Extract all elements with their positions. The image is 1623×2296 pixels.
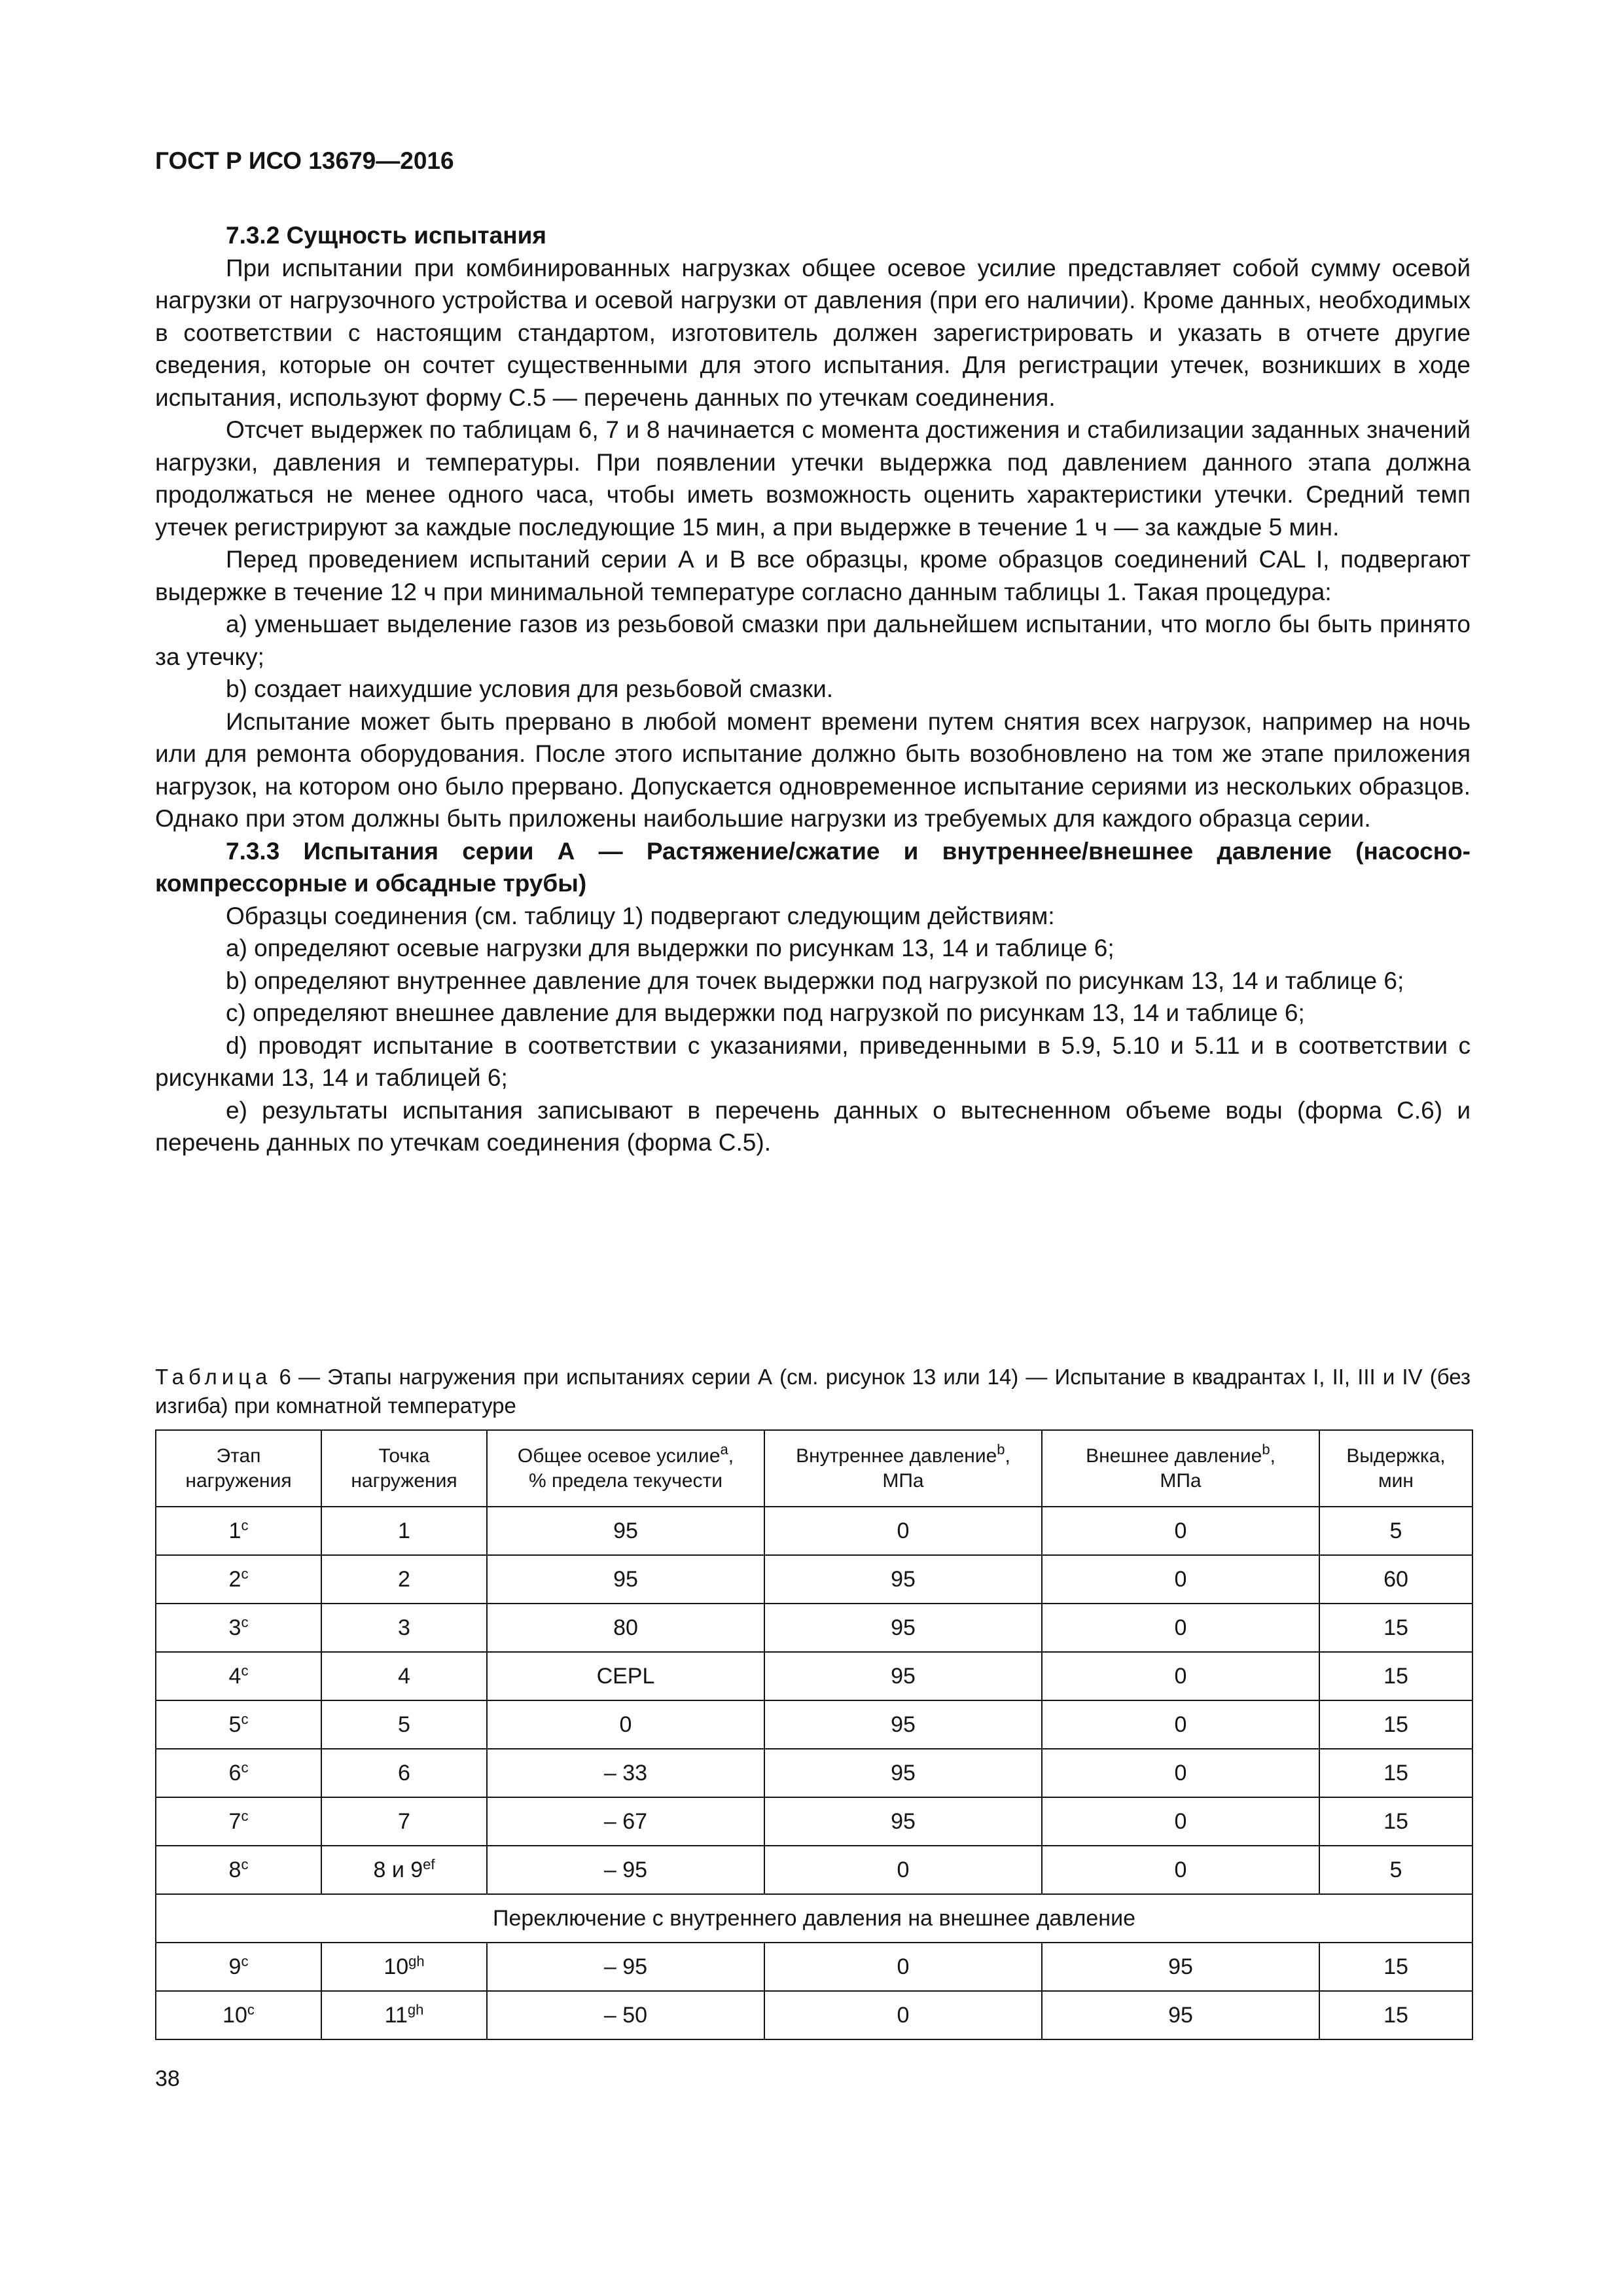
table-row xyxy=(156,1797,1472,1846)
column-header-external-pressure: Внешнее давление$^b$, МПа xyxy=(1042,1430,1319,1507)
list-item: a) определяют осевые нагрузки для выдержки по рисункам 13, 14 и таблице 6; xyxy=(226,935,1115,961)
cell-axial-force: – 67 xyxy=(487,1797,764,1846)
cell-external-pressure: 95 xyxy=(1042,1991,1319,2039)
cell-hold-time: 5 xyxy=(1319,1846,1472,1894)
table-row xyxy=(156,1749,1472,1797)
list-item: b) определяют внутреннее давление для точек выдержки под нагрузкой по рисункам 13, 14 и таблице 6; xyxy=(226,967,1404,994)
table-row xyxy=(156,1991,1472,2039)
cell-axial-force: – 95 xyxy=(487,1943,764,1991)
cell-point: $11^{gh}$ xyxy=(321,1991,487,2039)
cell-external-pressure: 0 xyxy=(1042,1555,1319,1604)
column-header-point: Точка нагружения xyxy=(321,1430,487,1507)
cell-axial-force: 95 xyxy=(487,1507,764,1555)
cell-stage: 3$^c$ xyxy=(156,1604,321,1652)
document-header: ГОСТ Р ИСО 13679—2016 xyxy=(155,147,454,174)
table-row xyxy=(156,1943,1472,1991)
cell-axial-force: 95 xyxy=(487,1555,764,1604)
cell-internal-pressure: 95 xyxy=(764,1652,1042,1700)
cell-axial-force: – 95 xyxy=(487,1846,764,1894)
cell-stage: 9$^c$ xyxy=(156,1943,321,1991)
cell-external-pressure: 95 xyxy=(1042,1943,1319,1991)
list-item: e) результаты испытания записывают в перечень данных о вытесненном объеме воды (форма С.6) и перечень данных по утечкам соединения (форма С.5). xyxy=(155,1096,1471,1156)
cell-external-pressure: 0 xyxy=(1042,1604,1319,1652)
column-header-stage: Этап нагружения xyxy=(156,1430,321,1507)
cell-hold-time: 5 xyxy=(1319,1507,1472,1555)
cell-point: 5 xyxy=(321,1700,487,1749)
table-6 xyxy=(155,1429,1473,2040)
cell-internal-pressure: 95 xyxy=(764,1604,1042,1652)
section-7-3-2-title: 7.3.2 Сущность испытания xyxy=(226,222,546,249)
column-header-internal-pressure: Внутреннее давление$^b$, МПа xyxy=(764,1430,1042,1507)
page-number: 38 xyxy=(155,2066,180,2091)
table-row xyxy=(156,1846,1472,1894)
cell-point: 3 xyxy=(321,1604,487,1652)
list-item: d) проводят испытание в соответствии с указаниями, приведенными в 5.9, 5.10 и 5.11 и в соответствии с рисунками 13, 14 и таблицей 6; xyxy=(155,1031,1471,1091)
cell-external-pressure: 0 xyxy=(1042,1846,1319,1894)
cell-internal-pressure: 95 xyxy=(764,1555,1042,1604)
cell-hold-time: 15 xyxy=(1319,1604,1472,1652)
cell-stage: 2$^c$ xyxy=(156,1555,321,1604)
cell-point: 6 xyxy=(321,1749,487,1797)
cell-internal-pressure: 95 xyxy=(764,1749,1042,1797)
cell-internal-pressure: 0 xyxy=(764,1943,1042,1991)
switch-note: Переключение с внутреннего давления на внешнее давление xyxy=(156,1894,1472,1943)
cell-axial-force: – 50 xyxy=(487,1991,764,2039)
cell-internal-pressure: 0 xyxy=(764,1991,1042,2039)
body-text xyxy=(155,219,1471,1159)
column-header-axial-force: Общее осевое усилие$^a$, % предела текучести xyxy=(487,1430,764,1507)
cell-internal-pressure: 95 xyxy=(764,1700,1042,1749)
cell-axial-force: 80 xyxy=(487,1604,764,1652)
cell-axial-force: – 33 xyxy=(487,1749,764,1797)
cell-internal-pressure: 0 xyxy=(764,1846,1042,1894)
cell-external-pressure: 0 xyxy=(1042,1652,1319,1700)
list-item: a) уменьшает выделение газов из резьбовой смазки при дальнейшем испытании, что могло бы быть принято за утечку; xyxy=(155,611,1471,670)
table-row xyxy=(156,1652,1472,1700)
cell-axial-force: CEPL xyxy=(487,1652,764,1700)
table-body xyxy=(156,1507,1472,2039)
paragraph: Испытание может быть прервано в любой момент времени путем снятия всех нагрузок, например на ночь или для ремонта оборудования. После этого испытание должно быть возобновлено на том же этапе приложения нагрузок, на котором оно было прервано. Допускается одновременное испытание сериями из нескольких образцов. Однако при этом должны быть приложены наибольшие нагрузки из требуемых для каждого образца серии. xyxy=(155,708,1471,832)
table-caption-label: Таблица xyxy=(155,1365,272,1389)
cell-external-pressure: 0 xyxy=(1042,1797,1319,1846)
cell-stage: 10$^c$ xyxy=(156,1991,321,2039)
table-row-switch xyxy=(156,1894,1472,1943)
cell-point: $10^{gh}$ xyxy=(321,1943,487,1991)
cell-axial-force: 0 xyxy=(487,1700,764,1749)
cell-internal-pressure: 95 xyxy=(764,1797,1042,1846)
paragraph: При испытании при комбинированных нагрузках общее осевое усилие представляет собой сумму осевой нагрузки от нагрузочного устройства и осевой нагрузки от давления (при его наличии). Кроме данных, необходимых в соответствии с настоящим стандартом, изготовитель должен зарегистрировать и указать в отчете другие сведения, которые он сочтет существенными для этого испытания. Для регистрации утечек, возникших в ходе испытания, используют форму С.5 — перечень данных по утечкам соединения. xyxy=(155,254,1471,411)
cell-external-pressure: 0 xyxy=(1042,1700,1319,1749)
column-header-hold-time: Выдержка, мин xyxy=(1319,1430,1472,1507)
cell-point: 4 xyxy=(321,1652,487,1700)
table-caption xyxy=(155,1363,1471,1420)
table-caption-text: 6 — Этапы нагружения при испытаниях серии А (см. рисунок 13 или 14) — Испытание в квадрантах I, II, III и IV (без изгиба) при комнатной температуре xyxy=(155,1365,1471,1418)
cell-stage: 7$^c$ xyxy=(156,1797,321,1846)
cell-stage: 8$^c$ xyxy=(156,1846,321,1894)
cell-hold-time: 15 xyxy=(1319,1652,1472,1700)
cell-hold-time: 15 xyxy=(1319,1991,1472,2039)
table-row xyxy=(156,1700,1472,1749)
paragraph: Отсчет выдержек по таблицам 6, 7 и 8 начинается с момента достижения и стабилизации заданных значений нагрузки, давления и температуры. При появлении утечки выдержка под давлением данного этапа должна продолжаться не менее одного часа, чтобы иметь возможность оценить характеристики утечки. Средний темп утечек регистрируют за каждые последующие 15 мин, а при выдержке в течение 1 ч — за каждые 5 мин. xyxy=(155,416,1471,541)
cell-stage: 4$^c$ xyxy=(156,1652,321,1700)
cell-hold-time: 15 xyxy=(1319,1749,1472,1797)
table-row xyxy=(156,1604,1472,1652)
section-7-3-3-title: 7.3.3 Испытания серии А — Растяжение/сжатие и внутреннее/внешнее давление (насосно-компрессорные и обсадные трубы) xyxy=(155,837,1471,897)
table-row xyxy=(156,1507,1472,1555)
paragraph: Образцы соединения (см. таблицу 1) подвергают следующим действиям: xyxy=(226,902,1055,929)
table-header-row xyxy=(156,1430,1472,1507)
cell-external-pressure: 0 xyxy=(1042,1507,1319,1555)
cell-stage: 6$^c$ xyxy=(156,1749,321,1797)
list-item: c) определяют внешнее давление для выдержки под нагрузкой по рисункам 13, 14 и таблице 6; xyxy=(226,999,1305,1026)
cell-stage: 5$^c$ xyxy=(156,1700,321,1749)
list-item: b) создает наихудшие условия для резьбовой смазки. xyxy=(226,675,834,702)
cell-point: 8 и $9^{ef}$ xyxy=(321,1846,487,1894)
cell-hold-time: 15 xyxy=(1319,1700,1472,1749)
cell-hold-time: 60 xyxy=(1319,1555,1472,1604)
cell-hold-time: 15 xyxy=(1319,1797,1472,1846)
cell-hold-time: 15 xyxy=(1319,1943,1472,1991)
paragraph: Перед проведением испытаний серии А и В все образцы, кроме образцов соединений CAL I, подвергают выдержке в течение 12 ч при минимальной температуре согласно данным таблицы 1. Такая процедура: xyxy=(155,546,1471,605)
cell-point: 2 xyxy=(321,1555,487,1604)
cell-point: 7 xyxy=(321,1797,487,1846)
cell-external-pressure: 0 xyxy=(1042,1749,1319,1797)
cell-stage: 1$^c$ xyxy=(156,1507,321,1555)
cell-point: 1 xyxy=(321,1507,487,1555)
table-row xyxy=(156,1555,1472,1604)
cell-internal-pressure: 0 xyxy=(764,1507,1042,1555)
